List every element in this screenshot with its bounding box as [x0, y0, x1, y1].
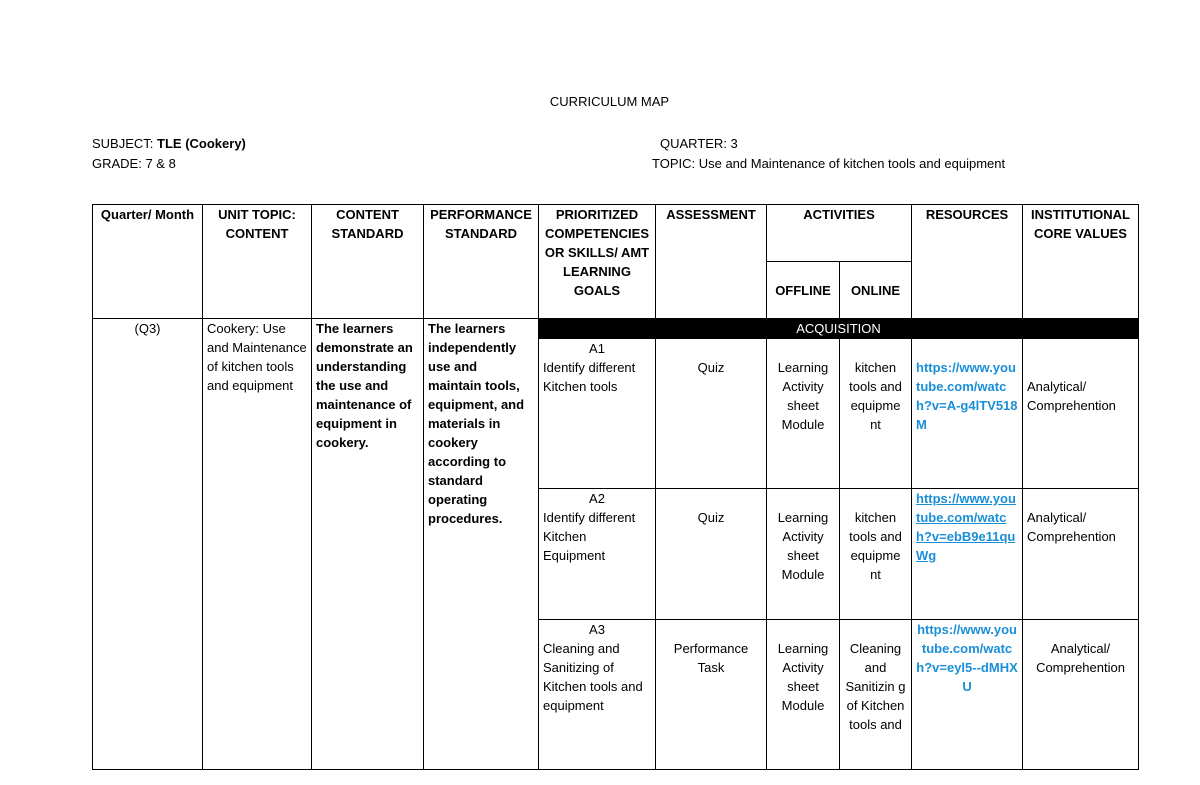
competency-cell	[539, 489, 656, 620]
quarter-cell: (Q3)	[93, 319, 203, 770]
topic-line: TOPIC: Use and Maintenance of kitchen tools and equipment	[652, 156, 1006, 171]
offline-cell: Learning Activity sheet Module	[767, 620, 840, 770]
resource-cell	[912, 620, 1023, 770]
quarter-line: QUARTER: 3	[660, 136, 738, 151]
competency-cell	[539, 339, 656, 489]
header-quarter-month: Quarter/ Month	[93, 205, 203, 319]
competency-text: Cleaning and Sanitizing of Kitchen tools and equipment	[543, 641, 643, 713]
online-cell: Cleaning and Sanitizin g of Kitchen tools and	[840, 620, 912, 770]
assessment-cell: Performance Task	[656, 620, 767, 770]
competency-code: A1	[589, 341, 605, 356]
competency-text: Identify different Kitchen Equipment	[543, 510, 636, 563]
grade-line: GRADE: 7 & 8	[92, 156, 176, 171]
header-assessment: ASSESSMENT	[656, 205, 767, 319]
competency-code: A2	[589, 491, 605, 506]
header-competencies: PRIORITIZED COMPETENCIES OR SKILLS/ AMT LEARNING GOALS	[539, 205, 656, 319]
resource-link[interactable]: https://www.youtube.com/watch?v=ebB9e11quWg	[916, 491, 1016, 563]
performance-standard-cell: The learners independently use and maintain tools, equipment, and materials in cookery according to standard operating procedures.	[424, 319, 539, 770]
subject-line	[92, 136, 246, 152]
resource-link[interactable]: https://www.youtube.com/watch?v=eyl5--dMHXU	[916, 622, 1018, 694]
offline-cell: Learning Activity sheet Module	[767, 489, 840, 620]
resource-cell	[912, 489, 1023, 620]
header-content-standard: CONTENT STANDARD	[312, 205, 424, 319]
resource-link[interactable]: https://www.youtube.com/watch?v=A-g4lTV518M	[916, 360, 1018, 432]
curriculum-table	[92, 204, 1139, 770]
assessment-cell: Quiz	[656, 489, 767, 620]
content-standard-cell: The learners demonstrate an understanding the use and maintenance of equipment in cookery.	[312, 319, 424, 770]
competency-code: A3	[589, 622, 605, 637]
page-title: CURRICULUM MAP	[549, 94, 670, 109]
unit-topic-cell: Cookery: Use and Maintenance of kitchen tools and equipment	[203, 319, 312, 770]
offline-cell: Learning Activity sheet Module	[767, 339, 840, 489]
assessment-cell: Quiz	[656, 339, 767, 489]
header-performance-standard: PERFORMANCE STANDARD	[424, 205, 539, 319]
competency-text: Identify different Kitchen tools	[543, 360, 636, 394]
subject-value: TLE (Cookery)	[157, 136, 246, 151]
online-cell: kitchen tools and equipme nt	[840, 489, 912, 620]
header-core-values: INSTITUTIONAL CORE VALUES	[1023, 205, 1139, 319]
header-online: ONLINE	[840, 262, 912, 319]
header-offline: OFFLINE	[767, 262, 840, 319]
subject-label: SUBJECT:	[92, 136, 154, 151]
core-value-cell: Analytical/ Comprehention	[1023, 489, 1139, 620]
header-activities: ACTIVITIES	[767, 205, 912, 262]
resource-cell	[912, 339, 1023, 489]
online-cell: kitchen tools and equipme nt	[840, 339, 912, 489]
header-unit-topic: UNIT TOPIC: CONTENT	[203, 205, 312, 319]
header-resources: RESOURCES	[912, 205, 1023, 319]
competency-cell	[539, 620, 656, 770]
core-value-cell: Analytical/ Comprehention	[1023, 620, 1139, 770]
core-value-cell: Analytical/ Comprehention	[1023, 339, 1139, 489]
acquisition-banner: ACQUISITION	[539, 319, 1139, 339]
